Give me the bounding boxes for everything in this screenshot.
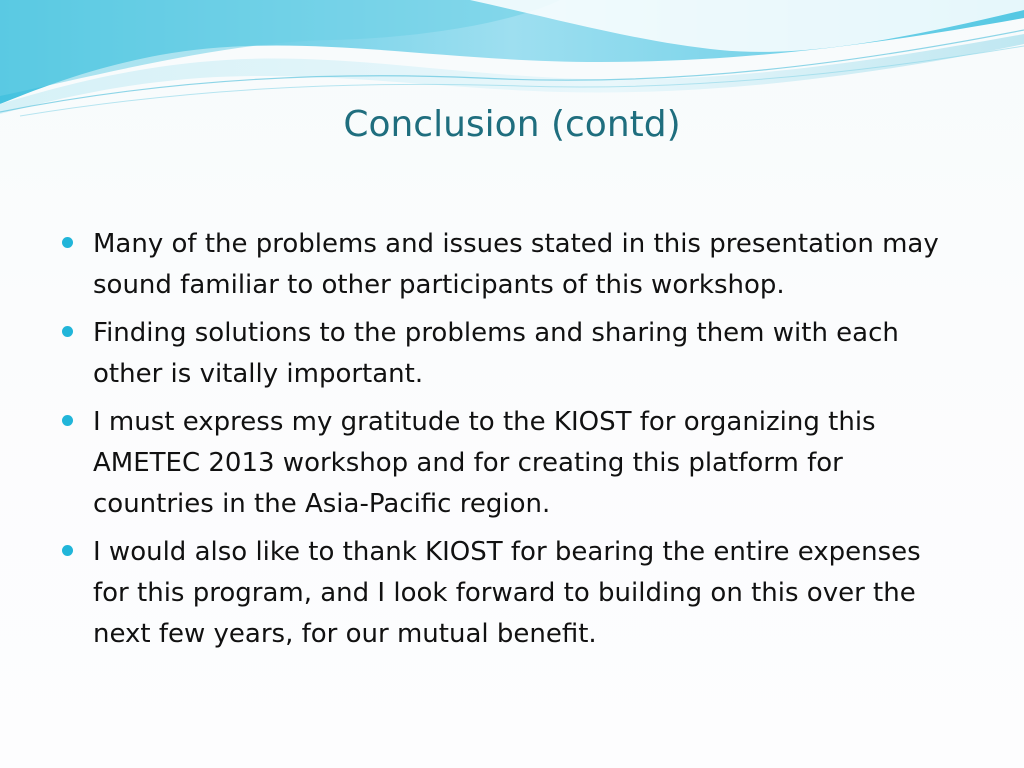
bullet-item: [62, 224, 962, 306]
bullet-dot-icon: [62, 237, 73, 248]
bullet-text: Many of the problems and issues stated in this presentation may sound familiar to other participants of this workshop.: [93, 229, 939, 300]
bullet-item: [62, 313, 962, 395]
bullet-list: [62, 224, 962, 662]
bullet-dot-icon: [62, 326, 73, 337]
bullet-text: Finding solutions to the problems and sharing them with each other is vitally important.: [93, 318, 899, 389]
bullet-item: [62, 402, 962, 525]
bullet-text: I must express my gratitude to the KIOST for organizing this AMETEC 2013 workshop and for creating this platform for countries in the Asia-Pacific region.: [93, 407, 876, 519]
slide-title: Conclusion (contd): [343, 104, 681, 145]
bullet-text: I would also like to thank KIOST for bearing the entire expenses for this program, and I look forward to building on this over the next few years, for our mutual benefit.: [93, 537, 921, 649]
bullet-dot-icon: [62, 415, 73, 426]
bullet-item: [62, 532, 962, 655]
bullet-dot-icon: [62, 545, 73, 556]
